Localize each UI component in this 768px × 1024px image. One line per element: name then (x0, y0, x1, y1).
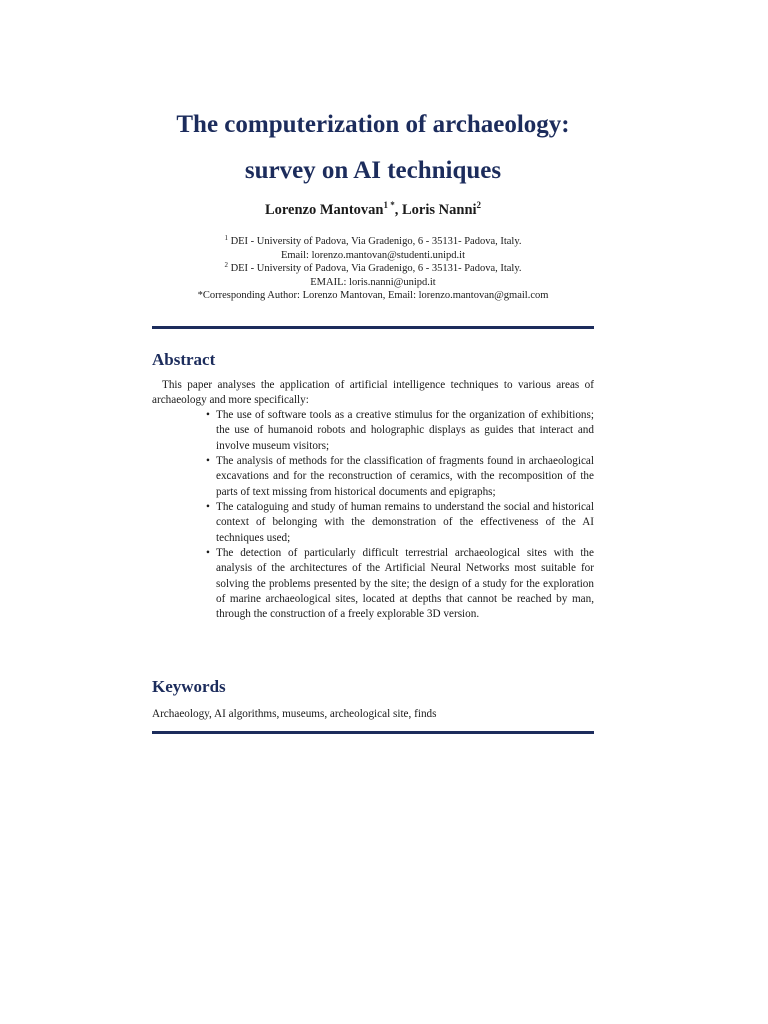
affiliation-2-text: DEI - University of Padova, Via Gradenigo, 6 - 35131- Padova, Italy. (230, 263, 522, 274)
header-divider (152, 326, 594, 329)
author-2-name: Loris Nanni (402, 202, 477, 218)
bullet-icon: • (206, 409, 210, 421)
affiliation-2 (152, 262, 594, 276)
affiliation-2-superscript: 2 (224, 261, 228, 269)
keywords-text: Archaeology, AI algorithms, museums, archeological site, finds (152, 708, 437, 720)
abstract-bullet-list (206, 408, 594, 623)
abstract-bullet (206, 454, 594, 500)
affiliation-1-superscript: 1 (224, 234, 228, 242)
abstract-bullet-text: The cataloguing and study of human remains to understand the social and historical context of belonging with the demonstration of the effectiveness of the AI techniques used; (216, 501, 594, 544)
abstract-bullet-text: The detection of particularly difficult terrestrial archaeological sites with the analysis of the architectures of the Artificial Neural Networks most suitable for solving the problems presented by the site; the design of a study for the exploration of marine archaeological sites, located at depths that cannot be reached by man, through the construction of a freely explorable 3D version. (216, 547, 594, 621)
abstract-bullet (206, 546, 594, 623)
keywords-heading: Keywords (152, 677, 226, 696)
author-list (152, 200, 594, 220)
abstract-intro: This paper analyses the application of artificial intelligence techniques to various areas of archaeology and more specifically: (152, 379, 594, 406)
author-separator: , (394, 202, 402, 218)
bullet-icon: • (206, 501, 210, 514)
abstract-bullet-text: The analysis of methods for the classification of fragments found in archaeological excavations and for the reconstruction of ceramics, with the recomposition of the parts of text missing from historical documents and epigraphs; (216, 455, 594, 498)
author-2-superscript: 2 (476, 200, 482, 210)
paper-title-line-1: The computerization of archaeology: (176, 111, 570, 138)
author-1-name: Lorenzo Mantovan (264, 202, 384, 218)
corresponding-author: *Corresponding Author: Lorenzo Mantovan, Email: lorenzo.mantovan@gmail.com (197, 290, 549, 301)
bullet-icon: • (206, 547, 210, 560)
affiliation-1-email: Email: lorenzo.mantovan@studenti.unipd.it (280, 250, 466, 261)
abstract-heading: Abstract (152, 350, 216, 369)
abstract-bullet (206, 408, 594, 454)
keywords-divider (152, 731, 594, 734)
affiliation-1-text: DEI - University of Padova, Via Gradenigo, 6 - 35131- Padova, Italy. (230, 236, 522, 247)
bullet-icon: • (206, 455, 210, 468)
author-1-superscript: 1 * (383, 200, 395, 210)
abstract-bullet-text: The use of software tools as a creative stimulus for the organization of exhibitions; the use of humanoid robots and holographic displays as guides that interact and involve museum visitors; (216, 409, 594, 452)
paper-title-line-2: survey on AI techniques (244, 157, 502, 184)
affiliation-1 (152, 235, 594, 249)
affiliation-2-email: EMAIL: loris.nanni@unipd.it (310, 277, 436, 288)
abstract-bullet (206, 500, 594, 546)
